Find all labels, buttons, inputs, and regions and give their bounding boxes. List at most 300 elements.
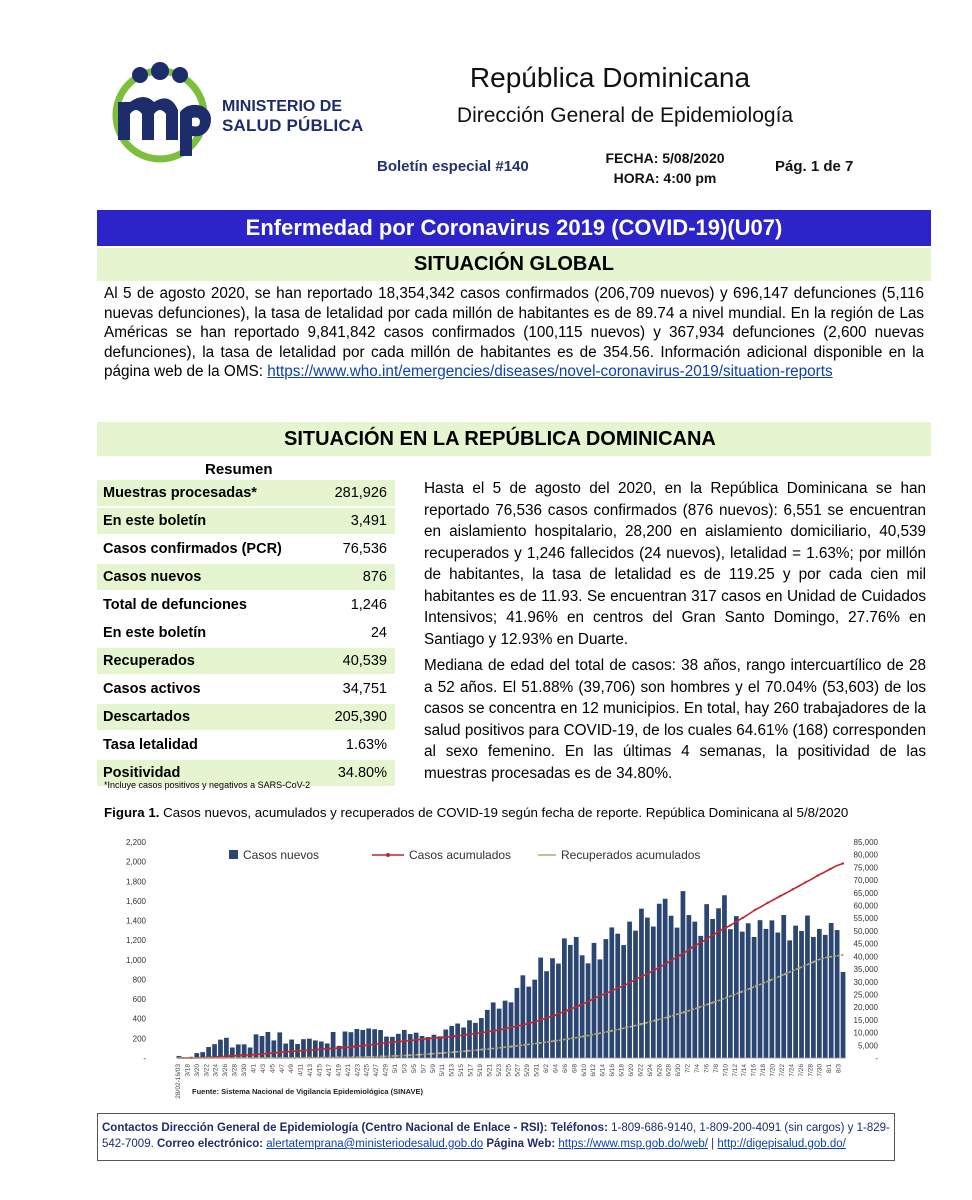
x-tick-label: 6/2: [543, 1064, 551, 1074]
bar: [396, 1034, 401, 1058]
recovered-line-point: [567, 1038, 569, 1040]
bar: [615, 934, 620, 1058]
cumulative-line-point: [829, 868, 831, 870]
figure-caption-text: Casos nuevos, acumulados y recuperados de COVID-19 según fecha de reporte. República Dominicana al 5/8/2020: [163, 805, 849, 820]
recovered-line-point: [409, 1054, 411, 1056]
recovered-line-point: [625, 1026, 627, 1028]
bar: [817, 929, 822, 1058]
cumulative-line-point: [629, 981, 631, 983]
rd-text: [424, 478, 926, 789]
x-tick-label: 6/4: [552, 1064, 560, 1074]
recovered-line-point: [683, 1011, 685, 1013]
bar: [793, 926, 798, 1058]
x-tick-label: 5/13: [448, 1064, 456, 1077]
x-tick-label: 6/28: [665, 1064, 673, 1077]
recovered-line-point: [798, 967, 800, 969]
y-tick-label-right: 30,000: [853, 977, 878, 987]
cumulative-line-point: [641, 975, 643, 977]
x-tick-label: 7/6: [703, 1064, 711, 1074]
cumulative-line-point: [278, 1051, 280, 1053]
bar: [277, 1032, 282, 1058]
y-tick-label-right: 60,000: [853, 901, 878, 911]
row-value: 3,491: [318, 507, 395, 535]
x-tick-label: 4/23: [354, 1064, 362, 1077]
cumulative-line-point: [366, 1044, 368, 1046]
bar: [740, 932, 745, 1058]
x-tick-label: 7/26: [797, 1064, 805, 1077]
cumulative-line-point: [616, 987, 618, 989]
bar: [609, 927, 614, 1058]
x-tick-label: 3/30: [241, 1064, 249, 1077]
web-link-digepi[interactable]: http://digepisalud.gob.do/: [717, 1138, 846, 1150]
recovered-line-point: [452, 1051, 454, 1053]
y-tick-label-left: 1,600: [125, 896, 146, 906]
x-tick-label: 5/3: [401, 1064, 409, 1074]
web-label: Página Web:: [486, 1138, 556, 1150]
y-tick-label-right: 45,000: [853, 939, 878, 949]
bar: [473, 1023, 478, 1058]
x-tick-label: 6/20: [627, 1064, 635, 1077]
x-tick-label: 7/2: [684, 1064, 692, 1074]
x-tick-label: 5/27: [514, 1064, 522, 1077]
cumulative-line-point: [529, 1022, 531, 1024]
bar: [307, 1039, 312, 1058]
recovered-line-point: [654, 1019, 656, 1021]
y-tick-label-right: -: [875, 1054, 878, 1063]
bar: [580, 955, 585, 1058]
cumulative-line-point: [328, 1047, 330, 1049]
x-tick-label: 4/17: [325, 1064, 333, 1077]
logo-wordmark: [222, 97, 363, 135]
table-row: [97, 563, 395, 591]
who-link[interactable]: https://www.who.int/emergencies/diseases/novel-coronavirus-2019/situation-reports: [267, 363, 833, 380]
x-tick-label: 3/24: [212, 1064, 220, 1077]
summary-footnote: *Incluye casos positivos y negativos a SARS-CoV-2: [104, 780, 311, 790]
contacts-box: Contactos Dirección General de Epidemiología (Centro Nacional de Enlace - RSI): Teléfonos: 1-809-686-9140, 1-809-200-4091 (sin cargos) y 1-829-542-7009. Correo electrónico: alertatemprana@ministeriodesalud.gob.do Página Web: https://www.msp.gob.do/web/ | http://digepisalud.gob.do/: [97, 1113, 895, 1161]
bar: [657, 904, 662, 1058]
cumulative-line-point: [516, 1025, 518, 1027]
x-tick-label: 5/7: [420, 1064, 428, 1074]
bar: [390, 1037, 395, 1058]
recovered-line-point: [467, 1050, 469, 1052]
date-time: [590, 148, 740, 188]
y-tick-label-left: 400: [132, 1014, 146, 1024]
cumulative-line-point: [504, 1028, 506, 1030]
recovered-line-point: [553, 1040, 555, 1042]
y-tick-label-right: 55,000: [853, 914, 878, 924]
recovered-line-point: [740, 991, 742, 993]
recovered-line-point: [755, 985, 757, 987]
recovered-line-point: [582, 1035, 584, 1037]
bar: [437, 1036, 442, 1058]
x-tick-label: 5/5: [410, 1064, 418, 1074]
global-heading: SITUACIÓN GLOBAL: [97, 248, 931, 281]
recovered-line-point: [827, 956, 829, 958]
cumulative-line-point: [691, 946, 693, 948]
chart-source: Fuente: Sistema Nacional de Vigilancia Epidemiológica (SINAVE): [192, 1087, 424, 1096]
x-tick-label: 4/21: [344, 1064, 352, 1077]
y-tick-label-right: 5,000: [857, 1041, 878, 1051]
bar: [366, 1028, 371, 1058]
y-tick-label-right: 80,000: [853, 850, 878, 860]
phones-label: Teléfonos:: [550, 1122, 608, 1134]
bar: [722, 895, 727, 1058]
row-value: 1.63%: [318, 731, 395, 759]
bar: [663, 899, 668, 1058]
bar: [704, 904, 709, 1058]
cumulative-line-point: [453, 1035, 455, 1037]
y-tick-label-right: 65,000: [853, 888, 878, 898]
cumulative-line-point: [378, 1043, 380, 1045]
x-tick-label: 6/16: [609, 1064, 617, 1077]
bar: [835, 930, 840, 1058]
bar: [455, 1024, 460, 1058]
row-value: 34,751: [318, 675, 395, 703]
email-label: Correo electrónico:: [157, 1138, 264, 1150]
bar: [687, 915, 692, 1058]
bar: [633, 931, 638, 1058]
x-tick-label: 5/19: [476, 1064, 484, 1077]
recovered-line-point: [712, 1001, 714, 1003]
legend-bar-swatch: [229, 850, 238, 859]
bar: [271, 1040, 276, 1058]
y-tick-label-right: 85,000: [853, 838, 878, 847]
recovered-line-point: [812, 961, 814, 963]
cumulative-line-point: [466, 1033, 468, 1035]
bar: [734, 916, 739, 1058]
bar: [574, 937, 579, 1058]
bar: [681, 891, 686, 1058]
row-label: En este boletín: [97, 619, 318, 647]
logo-line-1: MINISTERIO DE: [222, 98, 343, 115]
x-tick-label: 5/9: [429, 1064, 437, 1074]
row-label: Positividad: [97, 759, 318, 787]
x-tick-label: 3/20: [193, 1064, 201, 1077]
cumulative-line-point: [241, 1054, 243, 1056]
y-tick-label-left: 2,200: [125, 838, 146, 847]
cumulative-line-point: [491, 1030, 493, 1032]
figure-label: Figura 1.: [104, 805, 160, 820]
logo-line-2: SALUD PÚBLICA: [222, 116, 364, 135]
y-tick-label-right: 50,000: [853, 926, 878, 936]
logo-acronym: msp: [150, 133, 154, 135]
x-tick-label: 3/22: [203, 1064, 211, 1077]
x-tick-label: 6/14: [599, 1064, 607, 1077]
row-label: Descartados: [97, 703, 318, 731]
x-tick-label: 7/10: [722, 1064, 730, 1077]
cumulative-line-point: [391, 1041, 393, 1043]
cumulative-line-point: [591, 998, 593, 1000]
cumulative-line-point: [741, 917, 743, 919]
rd-paragraph-1: Hasta el 5 de agosto del 2020, en la República Dominicana se han reportado 76,536 casos confirmados (876 nuevos): 6,551 se encuentran en aislamiento hospitalario, 28,200 en aislamiento domiciliario, 40,539 recuperados y 1,246 fallecidos (24 nuevos), letalidad = 1.63%; por millón de habitantes, la tasa de letalidad es de 119.25 y por cada cien mil habitantes es de 11.93. Se encuentran 317 casos en Unidad de Cuidados Intensivos; 41.96% en centros del Gran Santo Domingo, 27.76% en Santiago y 12.93% en Duarte.: [424, 480, 926, 648]
x-tick-label: 7/8: [712, 1064, 720, 1074]
table-row: [97, 591, 395, 619]
table-row: [97, 731, 395, 759]
x-tick-label: 7/30: [816, 1064, 824, 1077]
y-tick-label-right: 70,000: [853, 876, 878, 886]
bar: [515, 988, 520, 1058]
page-title: República Dominicana: [469, 62, 751, 93]
x-tick-label: 5/17: [467, 1064, 475, 1077]
x-tick-label: 4/25: [363, 1064, 371, 1077]
bar: [544, 971, 549, 1058]
recovered-line-point: [524, 1044, 526, 1046]
row-label: Tasa letalidad: [97, 731, 318, 759]
bar: [301, 1039, 306, 1058]
recovered-line-point: [380, 1055, 382, 1057]
x-tick-label: 7/16: [750, 1064, 758, 1077]
bar: [485, 1010, 490, 1058]
x-tick-label: 3/18: [184, 1064, 192, 1077]
rd-heading: SITUACIÓN EN LA REPÚBLICA DOMINICANA: [284, 428, 716, 450]
recovered-line-point: [539, 1042, 541, 1044]
cumulative-line-point: [654, 968, 656, 970]
cumulative-line-point: [416, 1039, 418, 1041]
x-tick-label: 6/10: [580, 1064, 588, 1077]
y-tick-label-right: 40,000: [853, 952, 878, 962]
summary-title: Resumen: [205, 461, 273, 478]
bar: [728, 929, 733, 1058]
x-tick-label: 4/11: [297, 1064, 305, 1077]
row-label: Recuperados: [97, 647, 318, 675]
bar: [811, 937, 816, 1058]
table-row: [97, 507, 395, 535]
row-value: 34.80%: [318, 759, 395, 787]
x-tick-label: 7/14: [741, 1064, 749, 1077]
y-tick-label-left: 1,000: [125, 955, 146, 965]
bar: [461, 1027, 466, 1058]
legend-cum-dot: [386, 853, 390, 857]
x-tick-label: 7/18: [760, 1064, 768, 1077]
disease-banner: Enfermedad por Coronavirus 2019 (COVID-19)(U07): [97, 210, 931, 246]
cumulative-line-point: [842, 862, 844, 864]
bar: [248, 1047, 253, 1058]
bar: [568, 945, 573, 1058]
x-tick-label: 7/12: [731, 1064, 739, 1077]
x-tick-label: 6/6: [561, 1064, 569, 1074]
y-tick-label-right: 10,000: [853, 1028, 878, 1038]
cumulative-line-point: [804, 881, 806, 883]
x-tick-label: 6/8: [571, 1064, 579, 1074]
cumulative-line-point: [403, 1040, 405, 1042]
cumulative-line-point: [341, 1046, 343, 1048]
x-tick-label: 5/25: [505, 1064, 513, 1077]
x-tick-label: 7/24: [788, 1064, 796, 1077]
recovered-line-point: [423, 1053, 425, 1055]
recovered-line-point: [481, 1048, 483, 1050]
bar: [764, 929, 769, 1058]
cumulative-line-point: [253, 1054, 255, 1056]
bar: [841, 972, 846, 1058]
bar: [443, 1030, 448, 1058]
summary-table: [97, 480, 395, 788]
bar: [497, 1009, 502, 1058]
cumulative-line-point: [666, 961, 668, 963]
x-tick-label: 28/02-16/03: [175, 1064, 182, 1099]
cumulative-line-point: [679, 954, 681, 956]
bar: [710, 919, 715, 1058]
y-tick-label-right: 35,000: [853, 965, 878, 975]
bar: [823, 935, 828, 1058]
bar: [479, 1018, 484, 1058]
x-tick-label: 5/23: [495, 1064, 503, 1077]
bar: [669, 916, 674, 1058]
recovered-line-point: [510, 1045, 512, 1047]
bulletin-number: Boletín especial #140: [377, 158, 529, 175]
bar: [621, 945, 626, 1058]
cumulative-line-point: [779, 895, 781, 897]
cumulative-line-point: [541, 1018, 543, 1020]
x-tick-label: 8/3: [835, 1064, 843, 1074]
y-tick-label-right: 75,000: [853, 863, 878, 873]
x-tick-label: 4/1: [250, 1064, 258, 1074]
bar: [384, 1037, 389, 1058]
cumulative-line-point: [566, 1009, 568, 1011]
table-row: [97, 535, 395, 563]
legend-label: Recuperados acumulados: [561, 848, 701, 862]
x-tick-label: 7/28: [807, 1064, 815, 1077]
bar: [467, 1020, 472, 1058]
bar: [645, 918, 650, 1058]
row-value: 876: [318, 563, 395, 591]
contacts-label: Contactos Dirección General de Epidemiología (Centro Nacional de Enlace - RSI):: [102, 1122, 548, 1134]
x-tick-label: 6/22: [637, 1064, 645, 1077]
row-value: 40,539: [318, 647, 395, 675]
cumulative-line-point: [704, 939, 706, 941]
y-tick-label-right: 15,000: [853, 1015, 878, 1025]
bar: [651, 927, 656, 1058]
x-tick-label: 4/3: [259, 1064, 267, 1074]
recovered-line-point: [322, 1056, 324, 1058]
cumulative-line-point: [303, 1049, 305, 1051]
x-tick-label: 4/15: [316, 1064, 324, 1077]
x-tick-label: 8/1: [826, 1064, 834, 1074]
x-tick-label: 7/22: [778, 1064, 786, 1077]
bar: [639, 909, 644, 1058]
x-tick-label: 4/5: [269, 1064, 277, 1074]
recovered-line-point: [726, 996, 728, 998]
x-tick-label: 4/7: [278, 1064, 286, 1074]
bar: [550, 958, 555, 1058]
table-row: [97, 480, 395, 507]
bar: [829, 923, 834, 1058]
cumulative-line-point: [441, 1036, 443, 1038]
cumulative-line-point: [817, 874, 819, 876]
x-tick-label: 7/4: [694, 1064, 702, 1074]
recovered-line-point: [639, 1023, 641, 1025]
web-link-msp[interactable]: https://www.msp.gob.do/web/: [558, 1138, 708, 1150]
row-value: 281,926: [318, 480, 395, 507]
y-tick-label-right: 20,000: [853, 1003, 878, 1013]
row-value: 24: [318, 619, 395, 647]
bar: [752, 937, 757, 1058]
bar: [218, 1040, 223, 1058]
y-tick-label-left: 200: [132, 1034, 146, 1044]
bar: [604, 939, 609, 1058]
x-tick-label: 6/18: [618, 1064, 626, 1077]
x-tick-label: 4/13: [307, 1064, 315, 1077]
row-label: Casos nuevos: [97, 563, 318, 591]
cumulative-line-point: [604, 992, 606, 994]
cumulative-line-point: [792, 888, 794, 890]
bar: [805, 916, 810, 1058]
msp-logo-icon: [110, 62, 220, 162]
cumulative-line-point: [478, 1032, 480, 1034]
table-row: [97, 619, 395, 647]
x-tick-label: 5/1: [392, 1064, 400, 1074]
global-text: Al 5 de agosto 2020, se han reportado 18,354,342 casos confirmados (206,709 nuevos) y 696,147 defunciones (5,116 nuevas defunciones), la tasa de letalidad por cada millón de habitantes es de 89.74 a nivel mundial. En la región de Las Américas se han reportado 9,841,842 casos confirmados (100,115 nuevos) y 367,934 defunciones (2,600 nuevas defunciones), la tasa de letalidad por cada millón de habitantes es de 354.56. Información adicional disponible en la página web de la OMS:: [104, 285, 924, 380]
recovered-line-point: [841, 954, 843, 956]
bar: [627, 922, 632, 1058]
cumulative-line-point: [554, 1014, 556, 1016]
cumulative-line-point: [767, 902, 769, 904]
cumulative-line-point: [579, 1004, 581, 1006]
recovered-line-point: [596, 1033, 598, 1035]
bar: [532, 980, 537, 1058]
y-tick-label-right: 25,000: [853, 990, 878, 1000]
bar: [775, 933, 780, 1058]
cumulative-line-point: [353, 1045, 355, 1047]
x-tick-label: 6/26: [656, 1064, 664, 1077]
y-tick-label-left: -: [143, 1054, 146, 1063]
y-tick-label-left: 2,000: [125, 857, 146, 867]
x-tick-label: 3/26: [222, 1064, 230, 1077]
page-number: Pág. 1 de 7: [775, 158, 854, 175]
bar: [224, 1038, 229, 1058]
rd-heading-bar: [97, 422, 931, 456]
cumulative-line-point: [291, 1050, 293, 1052]
x-tick-label: 4/29: [382, 1064, 390, 1077]
bar: [289, 1040, 294, 1058]
x-tick-label: 7/20: [769, 1064, 777, 1077]
x-tick-label: 5/31: [533, 1064, 541, 1077]
bar: [360, 1030, 365, 1058]
email-link[interactable]: alertatemprana@ministeriodesalud.gob.do: [266, 1138, 484, 1150]
bar: [402, 1030, 407, 1058]
bar: [698, 936, 703, 1058]
rd-paragraph-2: Mediana de edad del total de casos: 38 años, rango intercuartílico de 28 a 52 años. El 51.88% (39,706) son hombres y el 70.04% (53,603) de los casos se concentra en 12 municipios. En total, hay 260 trabajadores de la salud positivos para COVID-19, de los cuales 64.61% (168) corresponden al sexo femenino. En las últimas 4 semanas, la positividad de las muestras procesadas es de 34.80%.: [424, 657, 926, 782]
legend-label: Casos acumulados: [409, 848, 512, 862]
global-paragraph: [104, 284, 924, 382]
bar: [758, 920, 763, 1058]
row-label: En este boletín: [97, 507, 318, 535]
row-value: 205,390: [318, 703, 395, 731]
bar: [206, 1047, 211, 1058]
x-tick-label: 5/11: [439, 1064, 447, 1077]
bar: [787, 940, 792, 1058]
cumulative-line-point: [266, 1052, 268, 1054]
x-tick-label: 4/19: [335, 1064, 343, 1077]
table-row: [97, 647, 395, 675]
y-tick-label-left: 800: [132, 975, 146, 985]
x-tick-label: 4/9: [288, 1064, 296, 1074]
cumulative-line-point: [716, 931, 718, 933]
bar: [781, 915, 786, 1058]
figure-caption: [104, 804, 924, 821]
row-label: Casos activos: [97, 675, 318, 703]
recovered-line-point: [611, 1030, 613, 1032]
bar: [556, 964, 561, 1058]
bar: [586, 963, 591, 1058]
bar: [331, 1032, 336, 1058]
bar: [325, 1043, 330, 1058]
date-label: FECHA: 5/08/2020: [605, 150, 725, 166]
row-value: 1,246: [318, 591, 395, 619]
bar: [675, 928, 680, 1058]
bar: [283, 1044, 288, 1058]
cumulative-line-point: [729, 924, 731, 926]
recovered-line-point: [395, 1055, 397, 1057]
